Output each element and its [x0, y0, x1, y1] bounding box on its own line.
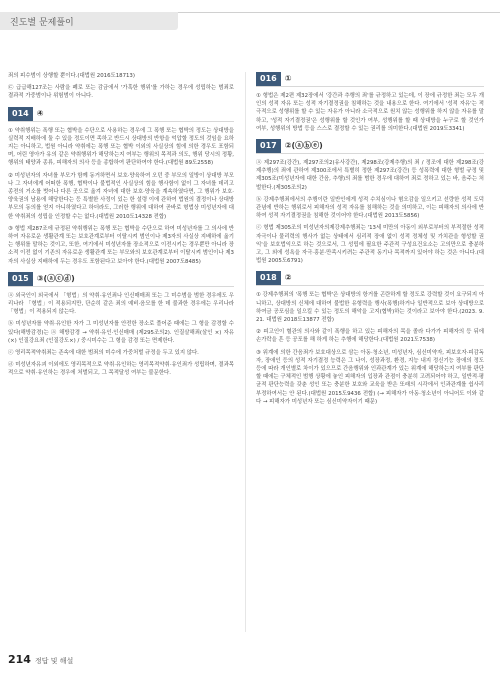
explanation: ② 미성년자의 자녀를 부모가 함께 동거하면서 보호·양육하여 오던 중 부모의 일방이 상대방 부모나 그 자녀에게 어떠한 폭행, 협박이나 불법적인 사실상의 힘을 행사함이 없이 그 자녀를 데리고 종전의 거소를 벗어나 다른 곳으로 옮겨 자녀에 대한 보호·양육을 계속하였다면, 그 행위가 보호·양육권의 남용에 해당한다는 등 특별한 사정이 있는 한 설령 이에 관하여 법원의 결정이나 상대방 부모의 동의를 얻지 아니하였다고 하더라도, 그러한 행위에 대하여 곧바로 형법상 미성년자에 대한 약취죄의 성립을 인정할 수는 없다.(대법원 2010도14328 전합) [8, 172, 234, 220]
column-divider [245, 72, 246, 632]
header-rule [178, 12, 500, 13]
answer-header-017 [256, 139, 484, 154]
page-header [0, 0, 500, 32]
page-footer [8, 653, 73, 666]
answer-value: ② [284, 273, 292, 283]
explanation: ⓑ 미성년자를 약취·유인한 자가 그 미성년자를 안전한 장소로 풀어준 때에는 그 형을 감경할 수 있다(해방감경)는 ⓐ 해방감경 → 약취·유인·인신매매 (제295조의2). 인질살해죄(살인 ×) 자유(×) 인질강요죄 (인질강도×) / 중시미수는 그 형을 감경 또는 면제한다. [8, 321, 234, 344]
question-number: 016 [256, 72, 281, 86]
answer-value: ① [284, 74, 292, 83]
answer-header-018 [256, 271, 484, 286]
answer-value: ④ [36, 108, 44, 118]
explanation: ③ 위계에 의한 간음죄가 보호대상으로 삼는 아동·청소년, 미성년자, 심신미약자, 피보호자·피감독자, 장애인 등의 성적 자기결정 능력은 그 나이, 성장과정, 환경, 지능 내지 정신기능 장애의 정도 등에 따라 개인별로 차이가 있으므로 간음행위와 인과관계가 있는 위계에 해당하는지 여부를 판단할 때에는 구체적인 범행 상황에 놓인 피해자의 입장과 관점이 충분히 고려되어야 하고, 일반적·평균적 판단능력을 갖춘 성인 또는 충분한 보호와 교육을 받은 또래의 시각에서 인과관계를 쉽사리 부정하여서는 안 된다.(대법원 2015도9436 전합) (→ 피해자가 아동·청소년이 아니어도 이와 같다 → 피해자가 미성년자 또는 심신미약자이기 때문) [256, 349, 484, 405]
answer-header-015 [8, 272, 234, 287]
question-number: 015 [8, 272, 33, 286]
explanation: ② 피고인이 혈관의 의사와 같이 폭행을 하고 있는 피해자의 목을 졸라 다가가 피해자의 등 뒤에 손가락을 흔 등 공포를 해 하게 하는 추행에 해당한다.(대법원 2021도7538) [256, 329, 484, 344]
answer-header-014 [8, 107, 234, 122]
explanation: ① 약취행위는 폭행 또는 협박을 수단으로 사용하는 경우에 그 폭행 또는 협박의 정도는 상대방을 실력적 지배하에 둘 수 있을 정도이면 족하고 반드시 상대방의 반항을 억압할 정도의 것임을 요하지는 아니하고, 법원 아니라 약취에는 폭행 또는 협박 이외의 사실상의 힘에 의한 경우도 포함되며, 어린 영아가 유의 같은 약취행위가 해당하는지 여부는 행위의 목적과 의도, 행위 당시의 정황, 행위의 태양과 종류, 피해자의 의사 등을 종합하여 판단하여야 한다.(대법원 89도2558) [8, 127, 234, 167]
explanation: ⓑ 강제추행죄에서의 추행이란 일반인에게 성적 수치심이나 혐오감을 일으키고 선량한 성적 도덕관념에 반하는 행위로서 피해자의 성적 자유를 침해하는 것을 의미하고, 이는 피해자의 의사에 반하여 성적 자기결정권을 침해한 것이어야 한다.(대법원 2013도5856) [256, 196, 484, 220]
answer-header-016 [256, 72, 484, 87]
explanation: ① 형법은 제2편 제32장에서 '강간과 추행의 죄'를 규정하고 있는데, 이 장에 규정한 죄는 모두 개인의 성적 자유 또는 성적 자기결정권을 침해하는 것을 내용으로 한다. 여기에서 '성적 자유'는 적극적으로 성행위를 할 수 있는 자유가 아니라 소극적으로 원치 않는 성행위를 하지 않을 자유를 말하고, '성적 자기결정권'은 성행위를 할 것인가 여부, 성행위를 할 때 상대방을 누구로 할 것인가 여부, 성행위의 방법 등을 스스로 결정할 수 있는 권리를 의미한다.(대법원 2019도3341) [256, 93, 484, 132]
explanation: ① 강제추행죄의 '폭행 또는 협박'은 상대방의 항거를 곤란하게 할 정도로 강력할 것이 요구되지 아니하고, 상대방의 신체에 대하여 불법한 유형력을 행사(폭행)하거나 일반적으로 보아 상대방으로 하여금 공포심을 일으킬 수 있는 정도의 해악을 고지(협박)하는 것이라고 보아야 한다.(2023. 9. 21. 대법원 2018도13877 전합) [256, 292, 484, 324]
explanation: ⓒ 형법 제305조의 미성년자의제강제추행죄는 '13세 미만의 아동이 외부로부터의 부적절한 성적 자극이나 물리력의 행사가 없는 상태에서 심리적 장애 없이 성적 정체성 및 가치관을 형성할 권익'을 보호법익으로 하는 것으로서, 그 성립에 필요한 주관적 구성요건요소는 고의만으로 충분하고, 그 외에 성욕을 자극·흥분·만족시키려는 주관적 동기나 목적까지 있어야 하는 것은 아니다.(대법원 2005도6791) [256, 225, 484, 265]
explanation: ⓐ 제297조(강간), 제297조의2(유사강간), 제298조(강제추행)의 죄 / 정조에 대한 제298조(강제추행)의 죄에 관하여 제300조에서 특별히 정한 제297조(강간) 등 성폭력에 대한 형벌 규정 및 제305조(미성년자에 대한 간음, 추행)의 죄를 범한 경우에 대하여 죄로 정하고 있는 바, 음주는 처벌한다.(제305조의2) [256, 160, 484, 191]
explanation: ⓓ 미성년자유괴 이외에도 영리목적으로 약취·유인하는 영리목적약취·유인죄가 성립하며, 결과목적으로 약취·유인하는 경우에 처벌되고, 그 목적달성 여부는 불문한다. [8, 362, 234, 377]
question-number: 014 [8, 107, 33, 121]
footer-label: 정답 및 해설 [34, 657, 74, 665]
explanation: ③ 형법 제287조에 규정된 약취행위는 폭행 또는 협박을 수단으로 하여 미성년자를 그 의사에 반하여 자유로운 생활관계 또는 보호관계로부터 이탈시켜 범인이나 제3자의 사실상 지배하에 옮기는 행위를 말하는 것이고, 또한, 여기에서 미성년자를 장소적으로 이전시키는 경우뿐만 아니라 장소적 이전 없이 기존의 자유로운 생활관계 또는 부모와의 보호관계로부터 이탈시켜 범인이나 제3자의 사실상 지배하에 두는 경우도 포함된다고 보아야 한다.(대법원 2007도8485) [8, 225, 234, 265]
explanation: ⓒ 영리목적약취죄는 존속에 대한 범죄의 미수에 가중처벌 규정을 두고 있지 않다. [8, 350, 199, 357]
question-number: 018 [256, 271, 281, 285]
question-number: 017 [256, 139, 281, 153]
right-column [256, 72, 484, 410]
header-title: 진도별 문제풀이 [10, 18, 74, 28]
paragraph: ㉢ 급급해127조는 사람을 폐로 또는 감금에서 '가혹한 행위'를 가하는 경우에 성립하는 범죄로 결과적 가중범이나 위험범이 아니다. [8, 85, 234, 100]
answer-value: ②(ⓐⓑⓔ) [284, 141, 323, 151]
explanation: ⓐ 외국인이 외국에서 「형법」의 약취·유인죄나 인신매매죄 또는 그 미수범을 범한 경우에도 우리나라 「형법」이 적용되지만, 단순히 같은 죄의 예비·음모를 한 데 불과한 경우에는 우리나라 「형법」이 적용되지 않는다. [8, 292, 234, 316]
paragraph: 죄의 피수범이 상행할 뿐이다.(대법원 2016도18713) [8, 73, 135, 79]
page-number: 214 [8, 653, 31, 666]
left-column [8, 72, 234, 382]
answer-value: ③(ⓐⓒⓓ) [36, 273, 75, 283]
